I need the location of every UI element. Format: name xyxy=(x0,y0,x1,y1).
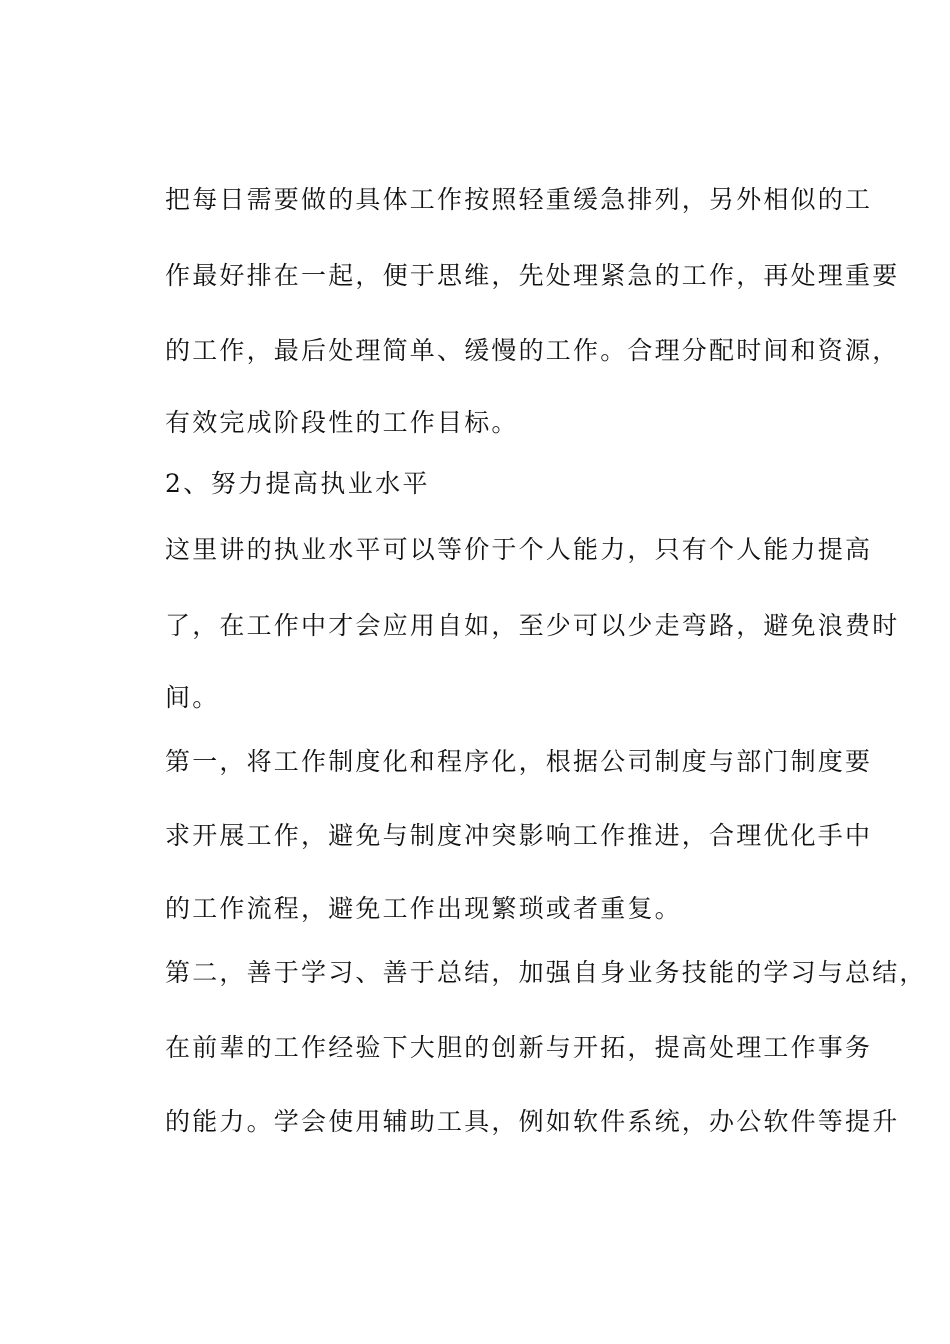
paragraph-line-3: 的工作，最后处理简单、缓慢的工作。合理分配时间和资源， xyxy=(165,336,900,365)
paragraph-line-13: 的能力。学会使用辅助工具，例如软件系统，办公软件等提升 xyxy=(165,1107,900,1136)
paragraph-line-11: 第二，善于学习、善于总结，加强自身业务技能的学习与总结， xyxy=(165,958,927,987)
paragraph-line-6: 了，在工作中才会应用自如，至少可以少走弯路，避免浪费时 xyxy=(165,611,900,640)
paragraph-line-12: 在前辈的工作经验下大胆的创新与开拓，提高处理工作事务 xyxy=(165,1033,873,1062)
section-heading: 2、努力提高执业水平 xyxy=(165,469,430,498)
paragraph-line-2: 作最好排在一起，便于思维，先处理紧急的工作，再处理重要 xyxy=(165,261,900,290)
paragraph-line-5: 这里讲的执业水平可以等价于个人能力，只有个人能力提高 xyxy=(165,535,873,564)
paragraph-line-10: 的工作流程，避免工作出现繁琐或者重复。 xyxy=(165,894,682,923)
paragraph-line-1: 把每日需要做的具体工作按照轻重缓急排列，另外相似的工 xyxy=(165,185,873,214)
paragraph-line-7: 间。 xyxy=(165,683,220,712)
paragraph-line-9: 求开展工作，避免与制度冲突影响工作推进，合理优化手中 xyxy=(165,821,873,850)
paragraph-line-8: 第一，将工作制度化和程序化，根据公司制度与部门制度要 xyxy=(165,747,873,776)
paragraph-line-4: 有效完成阶段性的工作目标。 xyxy=(165,408,519,437)
